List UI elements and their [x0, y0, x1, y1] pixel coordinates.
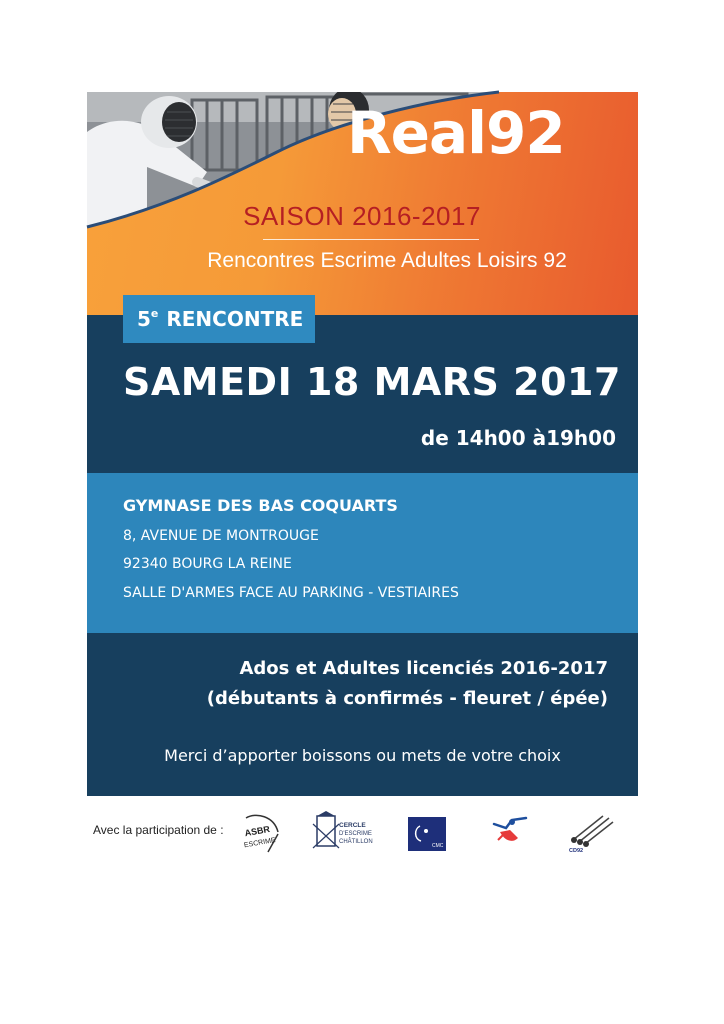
cmc-text: CMC — [432, 843, 444, 849]
audience-line-1: Ados et Adultes licenciés 2016-2017 — [239, 658, 608, 679]
badge-superscript: e — [150, 307, 159, 320]
partners-label: Avec la participation de : — [93, 823, 224, 837]
cercle-text: CERCLE — [339, 822, 366, 829]
badge-number: 5 — [137, 307, 151, 331]
fencing-figure-logo — [490, 814, 530, 848]
chatillon-text: CHÂTILLON — [339, 839, 373, 845]
badge-text: RENCONTRE — [166, 307, 304, 331]
venue-section — [87, 473, 638, 633]
venue-address-line-3: SALLE D'ARMES FACE AU PARKING - VESTIAIRES — [123, 585, 459, 601]
venue-address-line-1: 8, AVENUE DE MONTROUGE — [123, 528, 319, 544]
cd92-logo — [565, 814, 615, 854]
asbr-escrime-logo — [238, 814, 282, 854]
asbr-text: ASBR — [243, 823, 271, 839]
date-section — [87, 307, 638, 473]
header-divider — [263, 239, 479, 240]
poster-header — [87, 92, 638, 315]
event-hours: de 14h00 à19h00 — [420, 426, 616, 450]
meeting-number-badge — [123, 295, 315, 343]
venue-address-line-2: 92340 BOURG LA REINE — [123, 556, 292, 572]
event-subtitle: Rencontres Escrime Adultes Loisirs 92 — [207, 249, 567, 272]
poster-title: Real92 — [347, 99, 565, 167]
event-poster — [87, 92, 638, 796]
escrime-club-text: D'ESCRIME — [339, 831, 372, 837]
venue-name: GYMNASE DES BAS COQUARTS — [123, 496, 398, 515]
season-label: SAISON 2016-2017 — [243, 201, 481, 231]
cd92-text: CD92 — [569, 848, 584, 854]
escrime-text: ESCRIME — [243, 836, 277, 850]
audience-line-2: (débutants à confirmés - fleuret / épée) — [206, 688, 608, 709]
info-section — [87, 633, 638, 796]
cmc-logo — [408, 817, 446, 851]
cercle-escrime-chatillon-logo — [311, 810, 373, 856]
event-date: SAMEDI 18 MARS 2017 — [123, 360, 621, 404]
bring-food-note: Merci d’apporter boissons ou mets de votre choix — [164, 746, 561, 765]
